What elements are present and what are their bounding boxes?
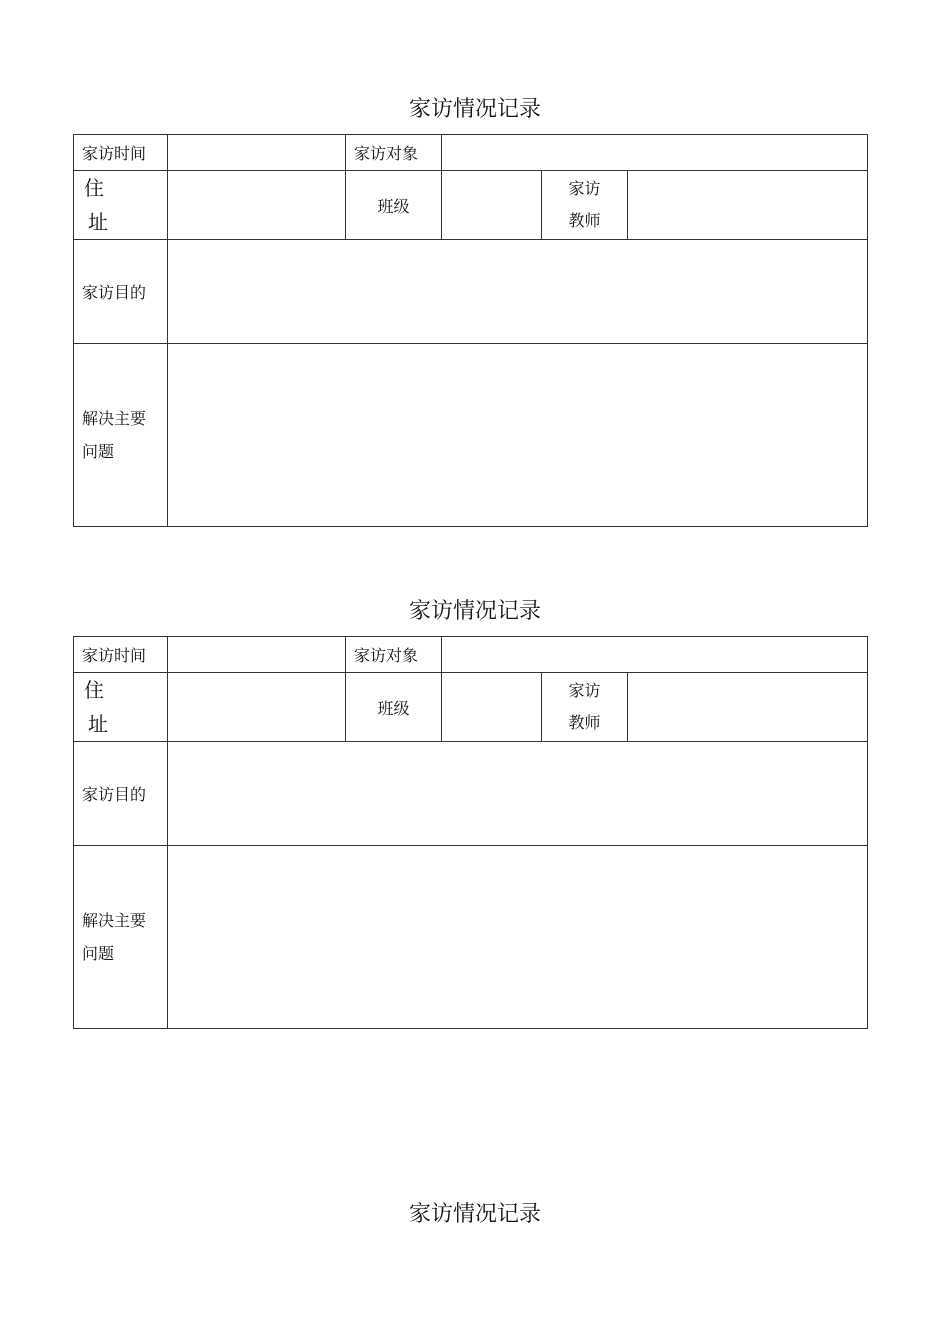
teacher-label-line2: 教师 (568, 211, 601, 230)
visit-time-field[interactable] (168, 135, 346, 171)
problems-label-line2: 问题 (82, 944, 115, 963)
purpose-label: 家访目的 (74, 240, 168, 344)
form-title: 家访情况记录 (408, 1202, 541, 1227)
home-visit-record-table (73, 134, 868, 527)
class-label: 班级 (346, 673, 442, 742)
visit-time-label: 家访时间 (74, 637, 168, 673)
problems-field[interactable] (168, 846, 868, 1029)
visit-target-field[interactable] (442, 637, 868, 673)
purpose-label: 家访目的 (74, 742, 168, 846)
class-field[interactable] (442, 171, 542, 240)
visit-target-label: 家访对象 (346, 637, 442, 673)
purpose-field[interactable] (168, 240, 868, 344)
address-label-line2: 址 (88, 210, 108, 234)
teacher-field[interactable] (628, 171, 868, 240)
problems-label-line1: 解决主要 (82, 911, 147, 930)
address-label (74, 171, 168, 240)
address-label-line2: 址 (88, 712, 108, 736)
purpose-field[interactable] (168, 742, 868, 846)
problems-label (74, 846, 168, 1029)
teacher-field[interactable] (628, 673, 868, 742)
address-label-line1: 住 (84, 678, 104, 702)
form-title: 家访情况记录 (408, 599, 541, 624)
address-field[interactable] (168, 673, 346, 742)
problems-label-line1: 解决主要 (82, 409, 147, 428)
teacher-label-line2: 教师 (568, 713, 601, 732)
address-field[interactable] (168, 171, 346, 240)
visit-target-label: 家访对象 (346, 135, 442, 171)
teacher-label (542, 171, 628, 240)
address-label (74, 673, 168, 742)
teacher-label (542, 673, 628, 742)
problems-label (74, 344, 168, 527)
visit-target-field[interactable] (442, 135, 868, 171)
address-label-line1: 住 (84, 176, 104, 200)
problems-field[interactable] (168, 344, 868, 527)
class-field[interactable] (442, 673, 542, 742)
class-label: 班级 (346, 171, 442, 240)
visit-time-label: 家访时间 (74, 135, 168, 171)
visit-time-field[interactable] (168, 637, 346, 673)
teacher-label-line1: 家访 (568, 681, 601, 700)
home-visit-record-table (73, 636, 868, 1029)
form-title: 家访情况记录 (408, 97, 541, 122)
problems-label-line2: 问题 (82, 442, 115, 461)
teacher-label-line1: 家访 (568, 179, 601, 198)
